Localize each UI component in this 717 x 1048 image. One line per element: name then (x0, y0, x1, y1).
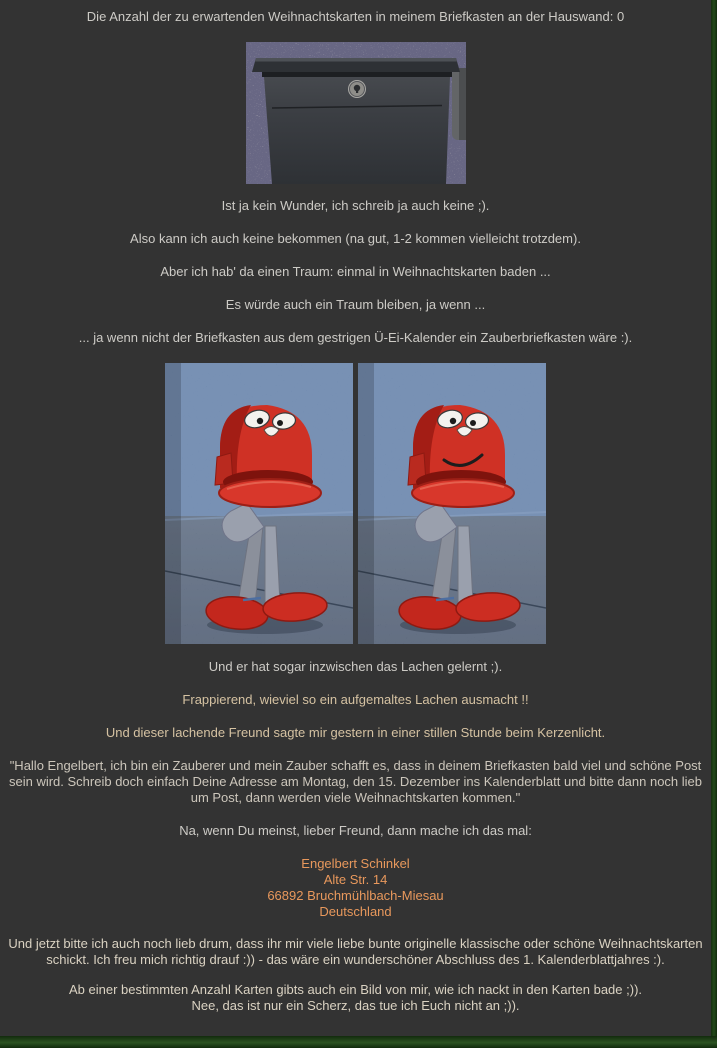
address-country: Deutschland (319, 904, 392, 919)
page-border-right (711, 0, 717, 1048)
figurine-plain-illustration (165, 363, 353, 644)
paragraph-magic-box: ... ja wenn nicht der Briefkasten aus dem gestrigen Ü-Ei-Kalender ein Zauberbriefkasten wäre :). (78, 330, 633, 345)
paragraph-painted-laugh: Frappierend, wieviel so ein aufgemaltes Lachen ausmacht !! (182, 692, 529, 707)
figurine-smiling-illustration (358, 363, 546, 644)
mailbox-figurine-photo-plain (165, 363, 353, 644)
wizard-quote: "Hallo Engelbert, ich bin ein Zauberer und mein Zauber schafft es, dass in deinem Briefkasten bald viel und schöne Post sein wird. Schreib doch einfach Deine Adresse am Montag, den 15. Dezember ins Kalenderblatt und bitte dann noch lieb um Post, dann werden viele Weihnachtskarten kommen." (8, 758, 703, 805)
postal-address (0, 856, 711, 920)
post-title: Die Anzahl der zu erwartenden Weihnachtskarten in meinem Briefkasten an der Hauswand: 0 (86, 9, 625, 24)
paragraph-candlelight: Und dieser lachende Freund sagte mir gestern in einer stillen Stunde beim Kerzenlicht. (105, 725, 606, 740)
mailbox-figurine-photo-smiling (358, 363, 546, 644)
figurine-photos (0, 363, 711, 644)
paragraph-no-cards: Also kann ich auch keine bekommen (na gut, 1-2 kommen vielleicht trotzdem). (130, 231, 581, 246)
letterbox-photo (246, 42, 466, 184)
paragraph-stay-dream: Es würde auch ein Traum bleiben, ja wenn ... (225, 297, 486, 312)
address-name: Engelbert Schinkel (301, 856, 410, 871)
paragraph-dream: Aber ich hab' da einen Traum: einmal in Weihnachtskarten baden ... (160, 264, 551, 279)
joke-line-2: Nee, das ist nur ein Scherz, das tue ich Euch nicht an ;)). (191, 998, 520, 1013)
paragraph-laugh-learned: Und er hat sogar inzwischen das Lachen gelernt ;). (208, 659, 503, 674)
address-street: Alte Str. 14 (323, 872, 388, 887)
letterbox-illustration (246, 42, 466, 184)
paragraph-joke (6, 982, 705, 1014)
page-border-bottom (0, 1036, 717, 1048)
paragraph-card-wish: Und jetzt bitte ich auch noch lieb drum, dass ihr mir viele liebe bunte originelle klassische oder schöne Weihnachtskarten schickt. Ich freu mich richtig drauf :)) - das wäre ein wunderschöner Abschluss des 1. Kalenderblattjahres :). (8, 936, 703, 967)
joke-line-1: Ab einer bestimmten Anzahl Karten gibts auch ein Bild von mir, wie ich nackt in den Karten bade ;)). (68, 982, 643, 997)
paragraph-no-wonder: Ist ja kein Wunder, ich schreib ja auch keine ;). (221, 198, 490, 213)
paragraph-na-wenn: Na, wenn Du meinst, lieber Freund, dann mache ich das mal: (179, 823, 532, 838)
address-city: 66892 Bruchmühlbach-Miesau (267, 888, 444, 903)
